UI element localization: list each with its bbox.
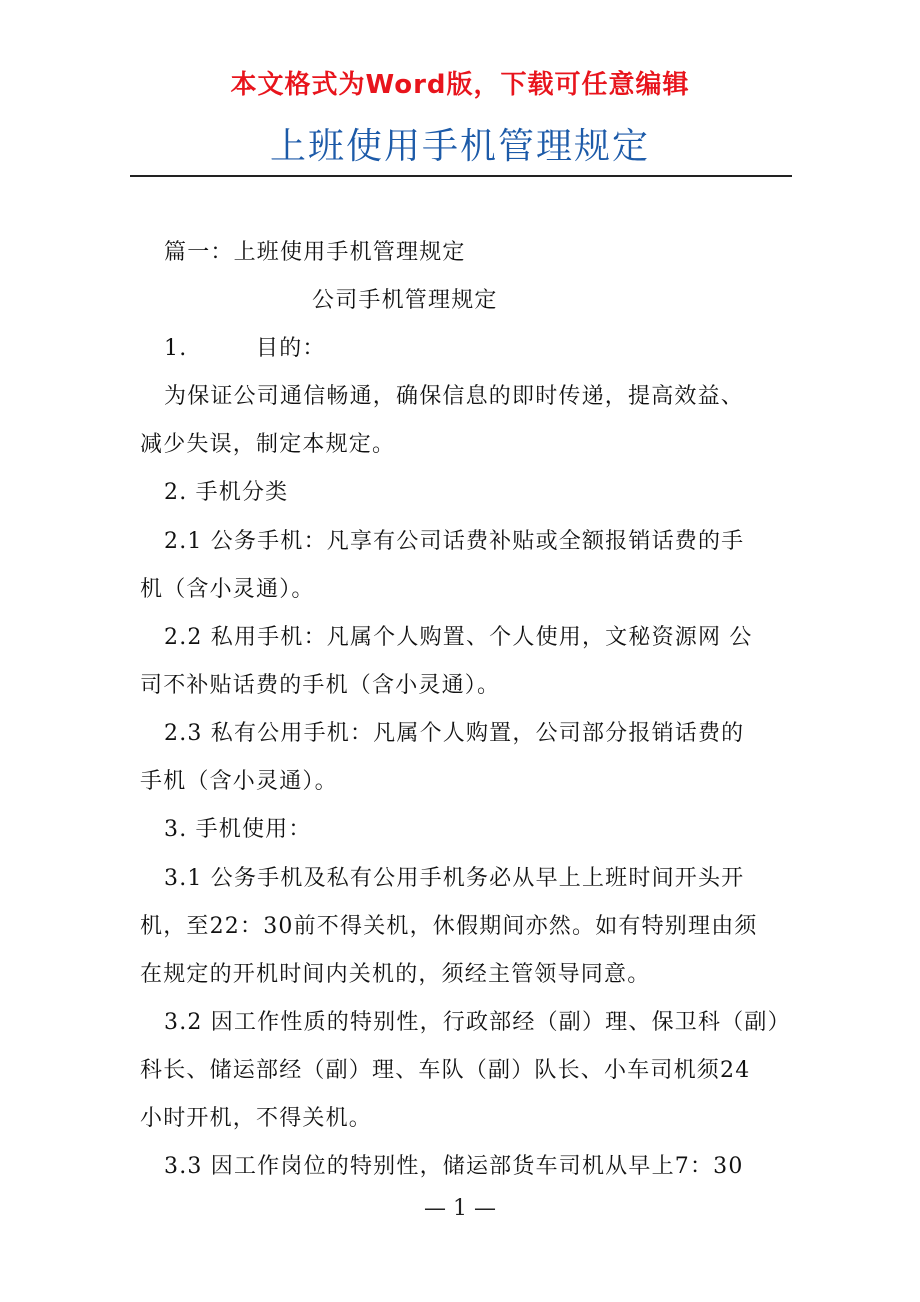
paragraph-line: 3.3 因工作岗位的特别性，储运部货车司机从早上7：30: [164, 1154, 744, 1179]
paragraph-line: 科长、储运部经（副）理、车队（副）队长、小车司机须24: [140, 1058, 751, 1083]
paragraph-line: 2. 手机分类: [164, 480, 289, 505]
page-number: — 1 —: [424, 1196, 496, 1221]
paragraph-line: 3.1 公务手机及私有公用手机务必从早上上班时间开头开: [164, 866, 745, 891]
paragraph-line: 司不补贴话费的手机（含小灵通）。: [140, 673, 501, 698]
item-text: 目的：: [256, 336, 326, 361]
paragraph-line: 2.2 私用手机：凡属个人购置、个人使用，文秘资源网 公: [164, 625, 753, 650]
section-heading: 篇一：上班使用手机管理规定: [164, 240, 466, 265]
paragraph-line: 为保证公司通信畅通，确保信息的即时传递，提高效益、: [164, 384, 745, 409]
paragraph-line: 2.3 私有公用手机：凡属个人购置，公司部分报销话费的: [164, 721, 745, 746]
paragraph-line: 减少失误，制定本规定。: [140, 432, 396, 457]
paragraph-line: 机，至22：30前不得关机，休假期间亦然。如有特别理由须: [140, 914, 758, 939]
paragraph-line: 机（含小灵通）。: [140, 577, 315, 602]
item-number: 1.: [164, 336, 188, 361]
title-divider: [130, 175, 792, 177]
document-title: 上班使用手机管理规定: [269, 126, 650, 167]
paragraph-line: 在规定的开机时间内关机的，须经主管领导同意。: [140, 962, 651, 987]
paragraph-line: 3.2 因工作性质的特别性，行政部经（副）理、保卫科（副）: [164, 1010, 791, 1035]
paragraph-line: 2.1 公务手机：凡享有公司话费补贴或全额报销话费的手: [164, 529, 745, 554]
paragraph-line: 小时开机，不得关机。: [140, 1106, 373, 1131]
subtitle: 公司手机管理规定: [312, 288, 498, 313]
paragraph-line: 手机（含小灵通）。: [140, 769, 338, 794]
paragraph-line: [140, 334, 782, 364]
download-banner: 本文格式为Word版，下载可任意编辑: [230, 70, 690, 100]
paragraph-line: 3. 手机使用：: [164, 817, 312, 842]
